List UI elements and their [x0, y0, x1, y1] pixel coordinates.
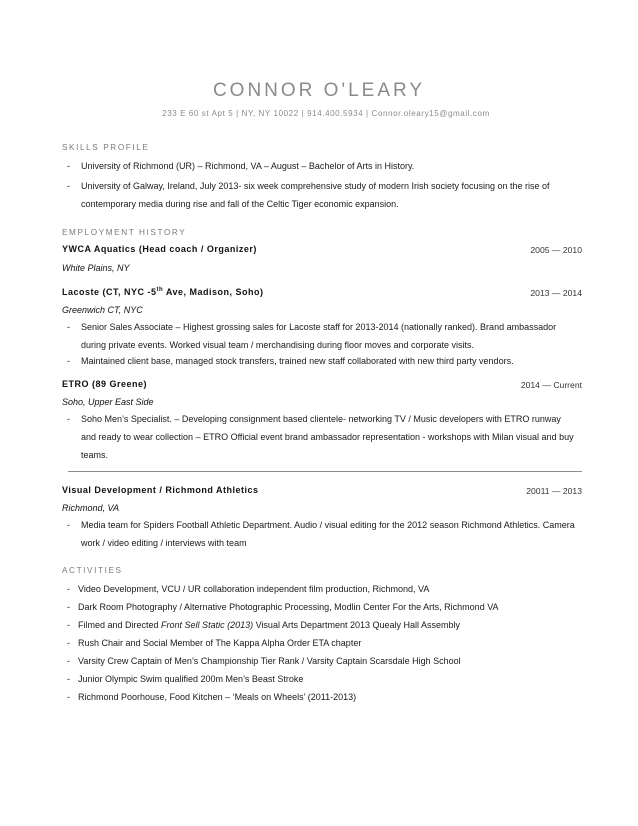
job-title: ETRO (89 Greene) — [62, 379, 148, 389]
job-title: Lacoste (CT, NYC -5th Ave, Madison, Soho) — [62, 287, 264, 297]
bullet-dash: - — [67, 181, 70, 191]
job-dates: 2005 — 2010 — [530, 245, 582, 255]
job-location: Soho, Upper East Side — [62, 397, 154, 407]
job-location: White Plains, NY — [62, 263, 130, 273]
job-bullet: - Maintained client base, managed stock transfers, trained new staff collaborated with new third party vendors. — [67, 352, 577, 370]
bullet-dash: - — [67, 322, 70, 332]
activity-item: - Richmond Poorhouse, Food Kitchen – ‘Meals on Wheels’ (2011-2013) — [67, 692, 357, 702]
job-title: Visual Development / Richmond Athletics — [62, 485, 259, 495]
activity-item: - Rush Chair and Social Member of The Kappa Alpha Order ETA chapter — [67, 638, 362, 648]
activity-item: - Filmed and Directed Front Sell Static (2013) Visual Arts Department 2013 Quealy Hall Assembly — [67, 620, 461, 630]
divider-line — [68, 471, 582, 472]
job-dates: 20011 — 2013 — [526, 486, 582, 496]
job-bullet: - Soho Men’s Specialist. – Developing consignment based clientele- networking TV / Music developers with ETRO runway and ready to wear collection – ETRO Official event brand ambassador representation - workshops with Milan visual and buy teams. — [67, 410, 577, 464]
bullet-dash: - — [67, 414, 70, 424]
job-dates: 2013 — 2014 — [530, 288, 582, 298]
skills-item: - University of Galway, Ireland, July 2013- six week comprehensive study of modern Irish society focusing on the rise of contemporary media during rise and fall of the Celtic Tiger economic expansion. — [67, 177, 577, 213]
resume-name: CONNOR O'LEARY — [212, 80, 426, 101]
bullet-dash: - — [67, 356, 70, 366]
job-bullet: - Media team for Spiders Football Athletic Department. Audio / visual editing for the 2012 season Richmond Athletics. Camera work / video editing / interviews with team — [67, 516, 577, 552]
activity-item: - Junior Olympic Swim qualified 200m Men’s Beast Stroke — [67, 674, 304, 684]
contact-line: 233 E 60 st Apt 5 | NY, NY 10022 | 914.400.5934 | Connor.oleary15@gmail.com — [162, 109, 490, 118]
job-bullet: - Senior Sales Associate – Highest grossing sales for Lacoste staff for 2013-2014 (nationally ranked). Brand ambassador during private events. Worked visual team / merchandising during floor moves and corporate visits. — [67, 318, 577, 354]
job-location: Richmond, VA — [62, 503, 120, 513]
bullet-dash: - — [67, 161, 70, 171]
job-dates: 2014 — Current — [520, 380, 582, 390]
job-location: Greenwich CT, NYC — [62, 305, 143, 315]
activity-item: - Varsity Crew Captain of Men’s Championship Tier Rank / Varsity Captain Scarsdale High School — [67, 656, 461, 666]
activity-item: - Video Development, VCU / UR collaboration independent film production, Richmond, VA — [67, 584, 430, 594]
job-title: YWCA Aquatics (Head coach / Organizer) — [62, 244, 257, 254]
employment-section-title: EMPLOYMENT HISTORY — [62, 228, 187, 237]
skills-section-title: SKILLS PROFILE — [62, 143, 150, 152]
bullet-dash: - — [67, 520, 70, 530]
activities-section-title: ACTIVITIES — [62, 566, 123, 575]
activity-item: - Dark Room Photography / Alternative Photographic Processing, Modlin Center For the Arts, Richmond VA — [67, 602, 499, 612]
skills-item: - University of Richmond (UR) – Richmond, VA – August – Bachelor of Arts in History. — [67, 157, 577, 175]
